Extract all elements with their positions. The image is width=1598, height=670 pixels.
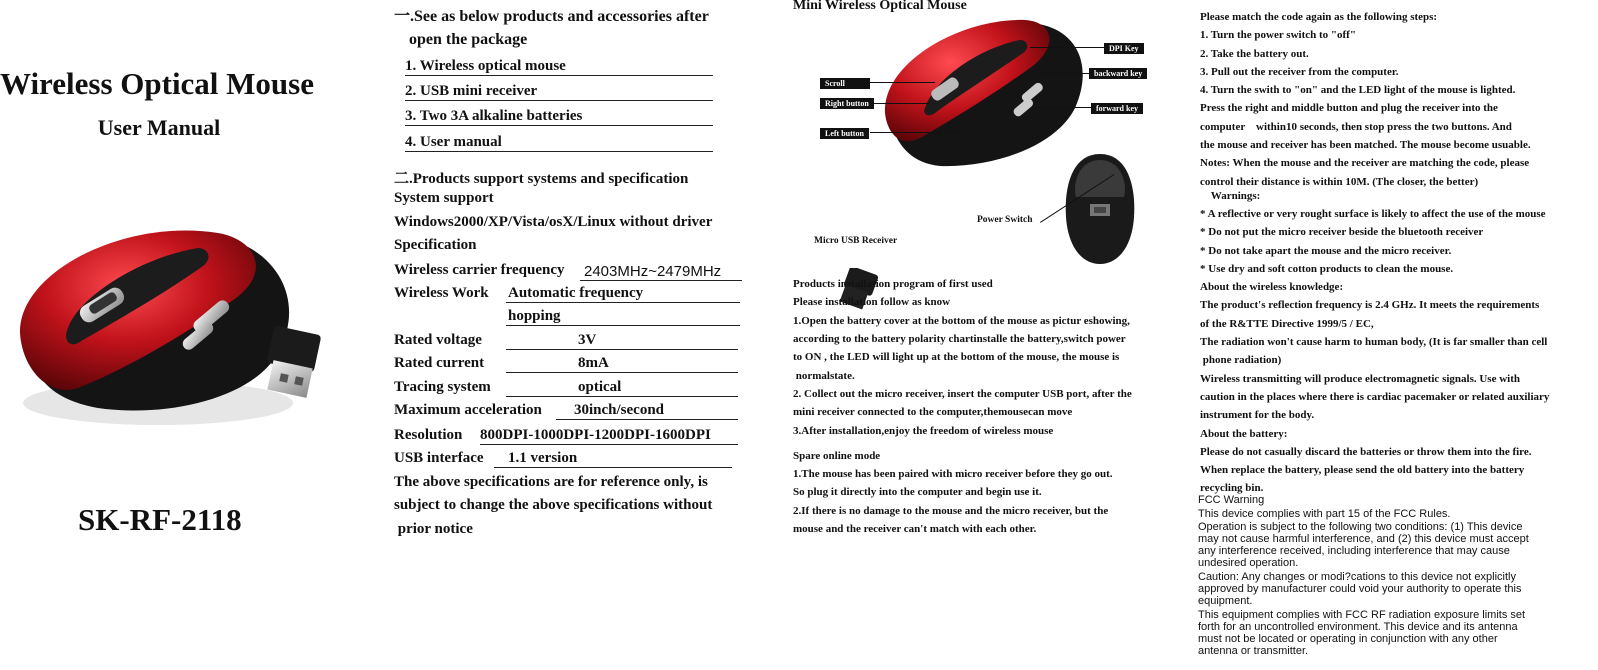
- note-line-2: subject to change the above specifications without: [394, 497, 713, 513]
- spare-title: Spare online mode: [793, 450, 881, 462]
- pairing-line: phone radiation): [1200, 354, 1282, 367]
- mouse-top-diagram: [860, 18, 1100, 173]
- cover-subtitle: User Manual: [97, 115, 221, 140]
- current-value: 8mA: [506, 355, 738, 373]
- package-item-2: 2. USB mini receiver: [405, 83, 713, 101]
- scroll-tag: Scroll: [820, 78, 870, 89]
- pairing-line: 4. Turn the swith to "on" and the LED light of the mouse is lighted.: [1200, 84, 1516, 97]
- pairing-line: 3. Pull out the receiver from the computer.: [1200, 65, 1399, 78]
- note-line-3: prior notice: [394, 521, 473, 537]
- pairing-line: Please match the code again as the following steps:: [1200, 11, 1438, 23]
- install-line-6: mini receiver connected to the computer,themousecan move: [793, 406, 1073, 418]
- pairing-line: * Use dry and soft cotton products to clean the mouse.: [1200, 262, 1454, 275]
- pairing-line: About the battery:: [1200, 427, 1288, 440]
- left-button-tag: Left button: [820, 128, 869, 139]
- voltage-value: 3V: [506, 332, 738, 350]
- mouse-product-image: [8, 218, 338, 433]
- right-button-tag: Right button: [820, 98, 874, 109]
- pairing-line: Press the right and middle button and plug the receiver into the: [1200, 102, 1498, 115]
- heading-1-prefix: 一.: [394, 8, 415, 25]
- install-line-4: normalstate.: [793, 370, 855, 382]
- usb-label: USB interface: [394, 450, 484, 466]
- right-leader: [870, 103, 930, 104]
- system-support-value: Windows2000/XP/Vista/osX/Linux without driver: [394, 214, 713, 230]
- install-title-2: Please installation follow as know: [793, 296, 951, 308]
- work-label: Wireless Work: [394, 285, 489, 301]
- spare-line-3: 2.If there is no damage to the mouse and the micro receiver, but the: [793, 505, 1109, 517]
- forward-leader: [1035, 107, 1093, 108]
- install-line-1: 1.Open the battery cover at the bottom of the mouse as pictur eshowing,: [793, 315, 1130, 327]
- fcc-line: Caution: Any changes or modi?cations to this device not explicitly: [1198, 571, 1516, 583]
- note-line-1: The above specifications are for reference only, is: [394, 474, 708, 490]
- pairing-line: * Do not take apart the mouse and the micro receiver.: [1200, 244, 1452, 257]
- spare-line-4: mouse and the receiver can't match with each other.: [793, 523, 1037, 535]
- fcc-line: undesired operation.: [1198, 557, 1299, 569]
- fcc-line: any interference received, including interference that may cause: [1198, 545, 1510, 557]
- tracing-value: optical: [506, 379, 738, 397]
- pairing-line: the mouse and receiver has been matched. The mouse become usuable.: [1200, 139, 1531, 152]
- fcc-section: [1198, 494, 1596, 657]
- fcc-line: may not cause harmful interference, and (2) this device must accept: [1198, 533, 1529, 545]
- pairing-line: recycling bin.: [1200, 482, 1264, 495]
- cover-title: Wireless Optical Mouse: [0, 66, 314, 101]
- dpi-key-tag: DPI Key: [1104, 43, 1144, 54]
- resolution-value: 800DPI-1000DPI-1200DPI-1600DPI: [480, 427, 738, 445]
- spare-line-2: So plug it directly into the computer and begin use it.: [793, 486, 1042, 498]
- pairing-line: computer within10 seconds, then stop press the two buttons. And: [1200, 120, 1512, 133]
- package-item-3: 3. Two 3A alkaline batteries: [405, 108, 713, 126]
- fcc-line: This device complies with part 15 of the FCC Rules.: [1198, 508, 1451, 520]
- fcc-line: Operation is subject to the following two conditions: (1) This device: [1198, 521, 1523, 533]
- backward-leader: [1040, 73, 1090, 74]
- install-line-5: 2. Collect out the micro receiver, insert the computer USB port, after the: [793, 388, 1132, 400]
- diagram-title: Mini Wireless Optical Mouse: [793, 0, 967, 13]
- heading-1-line-2: open the package: [409, 31, 528, 48]
- spare-line-1: 1.The mouse has been paired with micro receiver before they go out.: [793, 468, 1113, 480]
- tracing-label: Tracing system: [394, 379, 491, 395]
- accel-value: 30inch/second: [556, 402, 738, 420]
- pairing-line: Please do not casually discard the batteries or throw them into the fire.: [1200, 445, 1532, 458]
- heading-1-line-1: See as below products and accessories after: [414, 8, 709, 25]
- resolution-label: Resolution: [394, 427, 463, 443]
- fcc-line: FCC Warning: [1198, 494, 1265, 506]
- receiver-label: Micro USB Receiver: [814, 236, 898, 246]
- model-number: SK-RF-2118: [78, 502, 242, 537]
- pairing-line: 1. Turn the power switch to "off": [1200, 29, 1356, 42]
- install-line-3: to ON , the LED will light up at the bottom of the mouse, the mouse is: [793, 351, 1120, 363]
- fcc-line: approved by manufacturer could void your authority to operate this: [1198, 583, 1522, 595]
- freq-label: Wireless carrier frequency: [394, 262, 565, 278]
- pairing-line: Warnings:: [1200, 189, 1261, 202]
- freq-value: 2403MHz~2479MHz: [580, 263, 742, 281]
- section-heading-1: [394, 3, 709, 26]
- pairing-section: [1200, 11, 1595, 496]
- specification-label: Specification: [394, 237, 477, 253]
- fcc-line: equipment.: [1198, 595, 1253, 607]
- system-support-label: System support: [394, 190, 494, 206]
- install-line-2: according to the battery polarity chartinstalle the battery,switch power: [793, 333, 1126, 345]
- package-item-4: 4. User manual: [405, 134, 713, 152]
- usb-value: 1.1 version: [494, 450, 732, 468]
- forward-key-tag: forward key: [1091, 103, 1143, 114]
- mouse-bottom-diagram: [1060, 152, 1140, 267]
- pairing-line: * A reflective or very rought surface is likely to affect the use of the mouse: [1200, 207, 1546, 220]
- pairing-line: 2. Take the battery out.: [1200, 47, 1309, 60]
- pairing-line: caution in the places where there is cardiac pacemaker or related auxiliary: [1200, 390, 1550, 403]
- current-label: Rated current: [394, 355, 485, 371]
- dpi-leader: [1030, 47, 1105, 48]
- pairing-line: of the R&TTE Directive 1999/5 / EC,: [1200, 317, 1374, 330]
- backward-key-tag: backward key: [1089, 68, 1147, 79]
- pairing-line: When replace the battery, please send the old battery into the battery: [1200, 464, 1525, 477]
- pairing-line: instrument for the body.: [1200, 409, 1315, 422]
- scroll-leader: [870, 82, 935, 83]
- pairing-line: control their distance is within 10M. (The closer, the better): [1200, 175, 1479, 188]
- pairing-line: The radiation won't cause harm to human body, (It is far smaller than cell: [1200, 336, 1548, 349]
- pairing-line: Notes: When the mouse and the receiver are matching the code, please: [1200, 157, 1530, 170]
- fcc-line: This equipment complies with FCC RF radiation exposure limits set: [1198, 609, 1526, 621]
- work-value-2: hopping: [506, 308, 740, 326]
- install-line-7: 3.After installation,enjoy the freedom of wireless mouse: [793, 425, 1054, 437]
- accel-label: Maximum acceleration: [394, 402, 542, 418]
- fcc-line: must not be located or operating in conjunction with any other: [1198, 633, 1498, 645]
- power-switch-label: Power Switch: [977, 215, 1033, 225]
- fcc-line: antenna or transmitter.: [1198, 645, 1309, 657]
- work-value-1: Automatic frequency: [506, 285, 740, 303]
- fcc-line: forth for an uncontrolled environment. This device and its antenna: [1198, 621, 1518, 633]
- pairing-line: The product's reflection frequency is 2.4 GHz. It meets the requirements: [1200, 299, 1540, 312]
- section-heading-2: 二.Products support systems and specification: [394, 171, 689, 187]
- pairing-line: Wireless transmitting will produce electromagnetic signals. Use with: [1200, 372, 1520, 385]
- left-leader: [870, 132, 960, 133]
- package-item-1: 1. Wireless optical mouse: [405, 58, 713, 76]
- voltage-label: Rated voltage: [394, 332, 482, 348]
- pairing-line: About the wireless knowledge:: [1200, 281, 1344, 294]
- install-title-1: Products installation program of first used: [793, 278, 993, 290]
- pairing-line: * Do not put the micro receiver beside the bluetooth receiver: [1200, 226, 1484, 239]
